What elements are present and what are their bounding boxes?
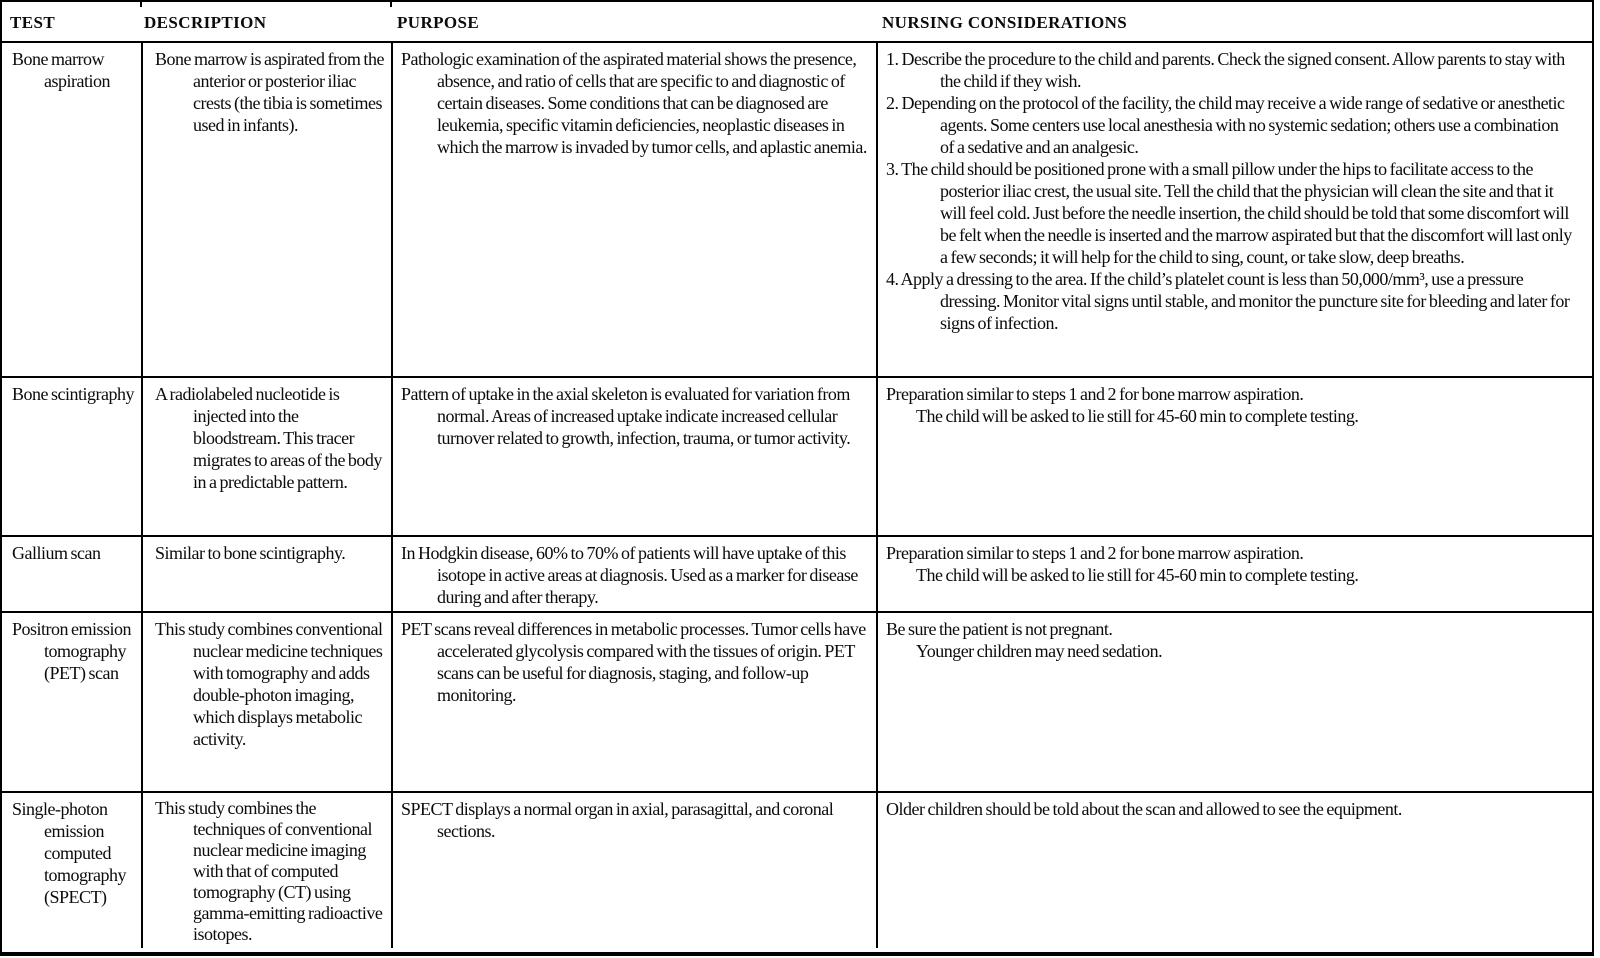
purpose-cell (391, 613, 876, 791)
nursing-considerations-cell (876, 378, 1592, 535)
top-border-tick (390, 2, 392, 7)
purpose-cell (391, 537, 876, 611)
nursing-considerations-cell (876, 793, 1592, 948)
purpose-text: Pathologic examination of the aspirated material shows the presence, absence, and ratio of cells that are specific to and diagnostic of certain diseases. Some conditions that can be diagnosed are leukemia, specific vitamin deficiencies, neoplastic diseases in which the marrow is invaded by tumor cells, and aplastic anemia. (401, 49, 867, 157)
test-cell (2, 43, 141, 376)
description-cell (141, 537, 391, 611)
table-header-row (2, 2, 1592, 41)
nursing-item: Younger children may need sedation. (916, 641, 1163, 661)
nursing-item: 4. Apply a dressing to the area. If the child’s platelet count is less than 50,000/mm³, use a pressure dressing. Monitor vital signs until stable, and monitor the puncture site for bleeding and later for signs of infection. (886, 269, 1570, 333)
top-border-tick (140, 2, 142, 7)
nursing-item: 3. The child should be positioned prone with a small pillow under the hips to facilitate access to the posterior iliac crest, the usual site. Tell the child that the physician will clean the site and that it will feel cold. Just before the needle insertion, the child should be told that some discomfort will be felt when the needle is inserted and the marrow aspirated but that the discomfort will last only a few seconds; it will help for the child to sing, count, or take slow, deep breaths. (886, 159, 1572, 267)
nursing-item: Preparation similar to steps 1 and 2 for bone marrow aspiration. (886, 384, 1304, 404)
column-header-purpose: PURPOSE (397, 13, 480, 32)
table-row (2, 41, 1592, 376)
description-cell (141, 613, 391, 791)
test-cell (2, 378, 141, 535)
column-header-nursing-considerations: NURSING CONSIDERATIONS (882, 13, 1128, 32)
nursing-item: The child will be asked to lie still for 45-60 min to complete testing. (916, 406, 1359, 426)
table-bottom-border (2, 952, 1594, 956)
purpose-text: PET scans reveal differences in metabolic processes. Tumor cells have accelerated glycolysis compared with the tissues of origin. PET scans can be useful for diagnosis, staging, and follow-up monitoring. (401, 619, 866, 705)
description-text: Similar to bone scintigraphy. (155, 543, 346, 563)
nursing-considerations-cell (876, 537, 1592, 611)
purpose-text: In Hodgkin disease, 60% to 70% of patients will have uptake of this isotope in active areas at diagnosis. Used as a marker for disease during and after therapy. (401, 543, 858, 607)
table-row (2, 791, 1592, 948)
nursing-item: 1. Describe the procedure to the child and parents. Check the signed consent. Allow parents to stay with the child if they wish. (886, 49, 1565, 91)
description-cell (141, 793, 391, 948)
table-row (2, 376, 1592, 535)
test-cell (2, 793, 141, 948)
test-text: Gallium scan (12, 543, 101, 563)
nursing-item: Preparation similar to steps 1 and 2 for bone marrow aspiration. (886, 543, 1304, 563)
nursing-item: 2. Depending on the protocol of the facility, the child may receive a wide range of sedative or anesthetic agents. Some centers use local anesthesia with no systemic sedation; others use a combination of a sedative and an analgesic. (886, 93, 1565, 157)
description-text: Bone marrow is aspirated from the anterior or posterior iliac crests (the tibia is sometimes used in infants). (155, 49, 384, 135)
test-text: Positron emission tomography (PET) scan (12, 619, 132, 683)
description-text: This study combines the techniques of conventional nuclear medicine imaging with that of computed tomography (CT) using gamma-emitting radioactive isotopes. (155, 798, 383, 944)
purpose-cell (391, 43, 876, 376)
column-header-test: TEST (10, 13, 56, 32)
test-cell (2, 613, 141, 791)
table-body (2, 41, 1592, 948)
nursing-considerations-cell (876, 43, 1592, 376)
table-row (2, 611, 1592, 791)
nursing-item: The child will be asked to lie still for 45-60 min to complete testing. (916, 565, 1359, 585)
table-row (2, 535, 1592, 611)
column-header-description: DESCRIPTION (144, 13, 267, 32)
description-cell (141, 378, 391, 535)
test-cell (2, 537, 141, 611)
purpose-cell (391, 378, 876, 535)
description-text: This study combines conventional nuclear medicine techniques with tomography and adds double-photon imaging, which displays metabolic activity. (155, 619, 383, 749)
description-text: A radiolabeled nucleotide is injected into the bloodstream. This tracer migrates to areas of the body in a predictable pattern. (155, 384, 382, 492)
purpose-cell (391, 793, 876, 948)
test-text: Bone marrow aspiration (12, 49, 110, 91)
nursing-considerations-cell (876, 613, 1592, 791)
test-text: Bone scintigraphy (12, 384, 134, 404)
purpose-text: SPECT displays a normal organ in axial, parasagittal, and coronal sections. (401, 799, 834, 841)
test-text: Single-photon emission computed tomography (SPECT) (12, 799, 126, 907)
nursing-item: Older children should be told about the scan and allowed to see the equipment. (886, 799, 1402, 819)
description-cell (141, 43, 391, 376)
purpose-text: Pattern of uptake in the axial skeleton is evaluated for variation from normal. Areas of increased uptake indicate increased cellular turnover related to growth, infection, trauma, or tumor activity. (401, 384, 851, 448)
nursing-item: Be sure the patient is not pregnant. (886, 619, 1113, 639)
